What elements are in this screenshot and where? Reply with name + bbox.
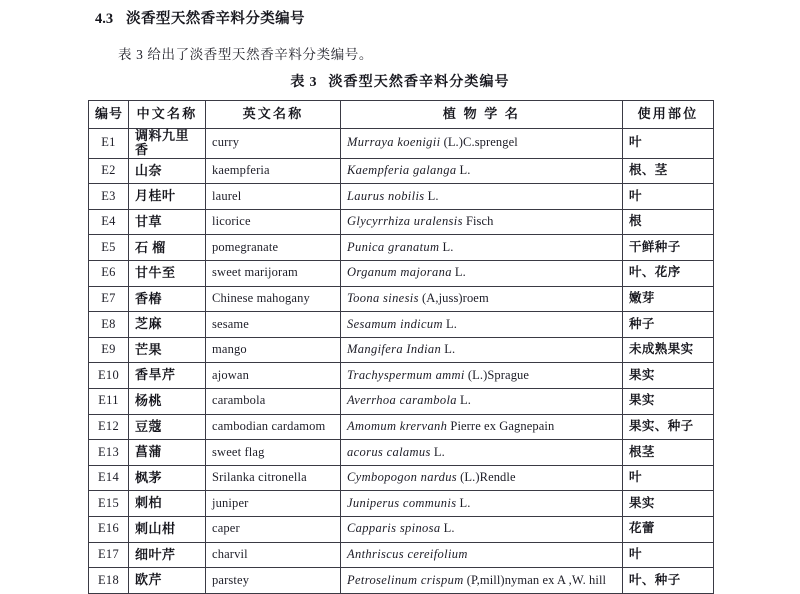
cell-chinese-name: 调料九里香 xyxy=(129,129,206,159)
table-header xyxy=(89,101,714,129)
scientific-authority: (P,mill)nyman ex A ,W. hill xyxy=(466,572,607,587)
scientific-authority: L. xyxy=(454,265,466,280)
cell-part-used: 叶 xyxy=(623,184,714,210)
cell-code: E14 xyxy=(89,465,129,491)
scientific-binomial: Petroselinum crispum xyxy=(347,572,464,587)
column-header-english-name: 英文名称 xyxy=(206,101,341,129)
cell-english-name: pomegranate xyxy=(206,235,341,261)
table-row xyxy=(89,440,714,466)
section-number: 4.3 xyxy=(95,11,114,27)
table-row xyxy=(89,568,714,594)
scientific-authority: (L.)Rendle xyxy=(460,470,516,485)
scientific-authority: (L.)Sprague xyxy=(467,367,530,382)
cell-code: E1 xyxy=(89,129,129,159)
cell-english-name: sesame xyxy=(206,312,341,338)
cell-code: E4 xyxy=(89,209,129,235)
cell-code: E15 xyxy=(89,491,129,517)
scientific-authority: L. xyxy=(444,342,456,357)
scientific-authority: L. xyxy=(427,188,439,203)
cell-english-name: laurel xyxy=(206,184,341,210)
cell-english-name: caper xyxy=(206,516,341,542)
cell-code: E8 xyxy=(89,312,129,338)
cell-code: E7 xyxy=(89,286,129,312)
section-intro-text: 表 3 给出了淡香型天然香辛料分类编号。 xyxy=(118,47,373,62)
scientific-authority: L. xyxy=(459,495,471,510)
cell-chinese-name: 杨桃 xyxy=(129,388,206,414)
spice-table-container xyxy=(88,100,713,594)
scientific-binomial: Mangifera Indian xyxy=(347,342,442,357)
cell-scientific-name xyxy=(341,568,623,594)
table-caption-title: 淡香型天然香辛料分类编号 xyxy=(328,75,510,90)
cell-part-used: 嫩芽 xyxy=(623,286,714,312)
cell-scientific-name xyxy=(341,465,623,491)
scientific-binomial: Toona sinesis xyxy=(347,290,419,305)
scientific-authority: Pierre ex Gagnepain xyxy=(450,418,555,433)
cell-part-used: 干鲜种子 xyxy=(623,235,714,261)
cell-scientific-name xyxy=(341,286,623,312)
table-row xyxy=(89,337,714,363)
cell-english-name: parstey xyxy=(206,568,341,594)
cell-part-used: 叶、花序 xyxy=(623,260,714,286)
cell-chinese-name: 芒果 xyxy=(129,337,206,363)
column-header-scientific-name: 植 物 学 名 xyxy=(341,101,623,129)
scientific-binomial: Glycyrrhiza uralensis xyxy=(347,214,463,229)
cell-part-used: 根 xyxy=(623,209,714,235)
cell-scientific-name xyxy=(341,414,623,440)
scientific-authority: (A,juss)roem xyxy=(421,290,489,305)
cell-code: E2 xyxy=(89,158,129,184)
cell-scientific-name xyxy=(341,260,623,286)
cell-chinese-name: 芝麻 xyxy=(129,312,206,338)
scientific-binomial: Cymbopogon nardus xyxy=(347,470,458,485)
scientific-binomial: Amomum krervanh xyxy=(347,418,448,433)
table-header-row xyxy=(89,101,714,129)
cell-english-name: sweet flag xyxy=(206,440,341,466)
table-row xyxy=(89,209,714,235)
cell-chinese-name: 山奈 xyxy=(129,158,206,184)
table-row xyxy=(89,542,714,568)
cell-scientific-name xyxy=(341,235,623,261)
cell-english-name: sweet marijoram xyxy=(206,260,341,286)
cell-part-used: 果实 xyxy=(623,491,714,517)
cell-part-used: 花蕾 xyxy=(623,516,714,542)
cell-chinese-name: 刺山柑 xyxy=(129,516,206,542)
table-row xyxy=(89,158,714,184)
table-row xyxy=(89,184,714,210)
section-heading xyxy=(95,7,305,28)
cell-chinese-name: 香旱芹 xyxy=(129,363,206,389)
cell-code: E16 xyxy=(89,516,129,542)
table-row xyxy=(89,235,714,261)
cell-chinese-name: 甘牛至 xyxy=(129,260,206,286)
cell-code: E11 xyxy=(89,388,129,414)
cell-english-name: kaempferia xyxy=(206,158,341,184)
cell-scientific-name xyxy=(341,516,623,542)
section-title: 淡香型天然香辛料分类编号 xyxy=(126,11,305,27)
scientific-authority: L. xyxy=(433,444,445,459)
scientific-authority: L. xyxy=(442,239,454,254)
scientific-authority: L. xyxy=(459,163,471,178)
scientific-binomial: Sesamum indicum xyxy=(347,316,443,331)
cell-scientific-name xyxy=(341,184,623,210)
cell-scientific-name xyxy=(341,337,623,363)
cell-chinese-name: 月桂叶 xyxy=(129,184,206,210)
cell-code: E13 xyxy=(89,440,129,466)
cell-english-name: Chinese mahogany xyxy=(206,286,341,312)
cell-code: E5 xyxy=(89,235,129,261)
scientific-binomial: Organum majorana xyxy=(347,265,452,280)
cell-code: E12 xyxy=(89,414,129,440)
cell-chinese-name: 细叶芹 xyxy=(129,542,206,568)
cell-part-used: 根茎 xyxy=(623,440,714,466)
cell-scientific-name xyxy=(341,388,623,414)
cell-chinese-name: 枫茅 xyxy=(129,465,206,491)
cell-chinese-name: 石 榴 xyxy=(129,235,206,261)
table-body xyxy=(89,129,714,594)
table-row xyxy=(89,260,714,286)
cell-scientific-name xyxy=(341,491,623,517)
scientific-binomial: Averrhoa carambola xyxy=(347,393,457,408)
cell-english-name: licorice xyxy=(206,209,341,235)
table-row xyxy=(89,491,714,517)
scientific-binomial: Anthriscus cereifolium xyxy=(347,546,468,561)
table-caption xyxy=(0,71,800,91)
cell-english-name: mango xyxy=(206,337,341,363)
column-header-code: 编号 xyxy=(89,101,129,129)
cell-english-name: Srilanka citronella xyxy=(206,465,341,491)
cell-code: E6 xyxy=(89,260,129,286)
cell-code: E9 xyxy=(89,337,129,363)
table-row xyxy=(89,414,714,440)
spice-classification-table xyxy=(88,100,714,594)
cell-code: E10 xyxy=(89,363,129,389)
scientific-binomial: acorus calamus xyxy=(347,444,431,459)
table-row xyxy=(89,465,714,491)
scientific-binomial: Murraya koenigii xyxy=(347,135,441,150)
cell-english-name: ajowan xyxy=(206,363,341,389)
cell-scientific-name xyxy=(341,440,623,466)
cell-part-used: 未成熟果实 xyxy=(623,337,714,363)
cell-code: E3 xyxy=(89,184,129,210)
cell-part-used: 叶、种子 xyxy=(623,568,714,594)
cell-code: E17 xyxy=(89,542,129,568)
table-caption-label: 表 xyxy=(290,75,306,90)
scientific-authority: L. xyxy=(460,393,471,408)
cell-english-name: curry xyxy=(206,129,341,159)
scientific-binomial: Juniperus communis xyxy=(347,495,457,510)
cell-code: E18 xyxy=(89,568,129,594)
cell-chinese-name: 刺柏 xyxy=(129,491,206,517)
table-row xyxy=(89,363,714,389)
cell-part-used: 果实 xyxy=(623,363,714,389)
scientific-authority: L. xyxy=(443,521,455,536)
table-row xyxy=(89,312,714,338)
table-row xyxy=(89,388,714,414)
table-caption-number: 3 xyxy=(309,75,317,90)
cell-part-used: 叶 xyxy=(623,542,714,568)
cell-part-used: 果实、种子 xyxy=(623,414,714,440)
cell-chinese-name: 菖蒲 xyxy=(129,440,206,466)
cell-part-used: 果实 xyxy=(623,388,714,414)
cell-part-used: 种子 xyxy=(623,312,714,338)
scientific-authority: (L.)C.sprengel xyxy=(443,135,518,150)
cell-scientific-name xyxy=(341,542,623,568)
table-row xyxy=(89,129,714,159)
column-header-chinese-name: 中文名称 xyxy=(129,101,206,129)
cell-scientific-name xyxy=(341,158,623,184)
column-header-part-used: 使用部位 xyxy=(623,101,714,129)
scientific-binomial: Laurus nobilis xyxy=(347,188,425,203)
scientific-authority: L. xyxy=(446,316,457,331)
cell-scientific-name xyxy=(341,129,623,159)
cell-english-name: juniper xyxy=(206,491,341,517)
cell-part-used: 根、茎 xyxy=(623,158,714,184)
cell-english-name: cambodian cardamom xyxy=(206,414,341,440)
cell-english-name: carambola xyxy=(206,388,341,414)
cell-chinese-name: 甘草 xyxy=(129,209,206,235)
cell-english-name: charvil xyxy=(206,542,341,568)
scientific-binomial: Punica granatum xyxy=(347,239,440,254)
scientific-binomial: Kaempferia galanga xyxy=(347,163,457,178)
cell-chinese-name: 香椿 xyxy=(129,286,206,312)
cell-part-used: 叶 xyxy=(623,465,714,491)
scientific-authority: Fisch xyxy=(465,214,494,229)
scientific-binomial: Capparis spinosa xyxy=(347,521,441,536)
cell-chinese-name: 欧芹 xyxy=(129,568,206,594)
cell-chinese-name: 豆蔻 xyxy=(129,414,206,440)
table-row xyxy=(89,286,714,312)
cell-scientific-name xyxy=(341,363,623,389)
cell-scientific-name xyxy=(341,312,623,338)
cell-scientific-name xyxy=(341,209,623,235)
scientific-binomial: Trachyspermum ammi xyxy=(347,367,465,382)
cell-part-used: 叶 xyxy=(623,129,714,159)
table-row xyxy=(89,516,714,542)
